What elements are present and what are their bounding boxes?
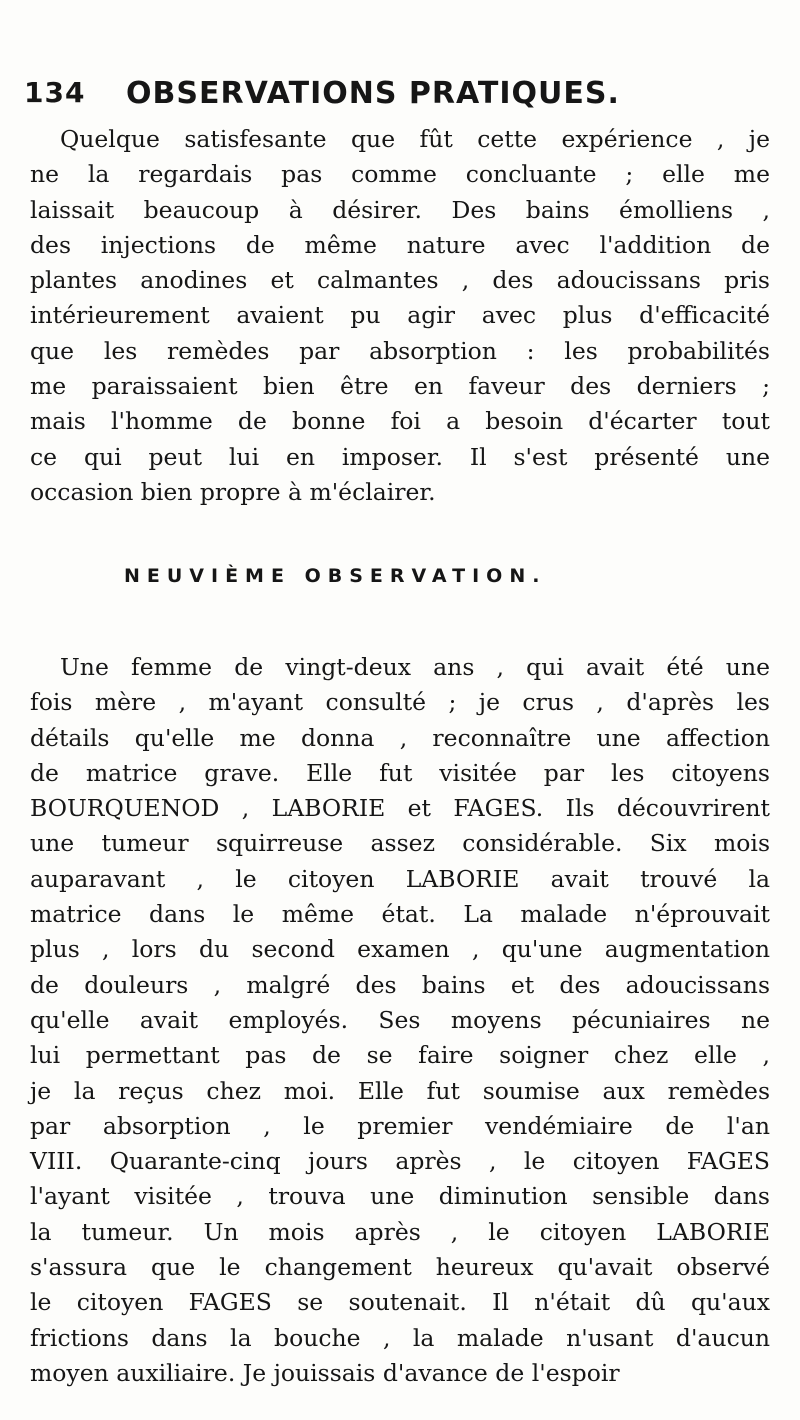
text-line: qu'elle avait employés. Ses moyens pécuniaires ne	[30, 1005, 770, 1034]
text-line: ne la regardais pas comme concluante ; elle me	[30, 160, 770, 189]
text-line: de douleurs , malgré des bains et des adoucissans	[30, 970, 770, 999]
paragraph-observation	[30, 650, 770, 1391]
text-line: mais l'homme de bonne foi a besoin d'écarter tout	[30, 407, 770, 436]
text-line: frictions dans la bouche , la malade n'usant d'aucun	[30, 1323, 770, 1352]
text-line: des injections de même nature avec l'addition de	[30, 230, 770, 259]
text-line: une tumeur squirreuse assez considérable. Six mois	[30, 829, 770, 858]
text-line: plus , lors du second examen , qu'une augmentation	[30, 935, 770, 964]
page-number: 134	[24, 76, 86, 109]
text-line: laissait beaucoup à désirer. Des bains émolliens ,	[30, 195, 770, 224]
text-line: de matrice grave. Elle fut visitée par les citoyens	[30, 758, 770, 787]
text-line: matrice dans le même état. La malade n'éprouvait	[30, 900, 770, 929]
text-line: détails qu'elle me donna , reconnaître une affection	[30, 723, 770, 752]
running-title: OBSERVATIONS PRATIQUES.	[126, 76, 620, 111]
paragraph-intro	[30, 122, 770, 510]
text-line: occasion bien propre à m'éclairer.	[30, 477, 436, 506]
text-line: fois mère , m'ayant consulté ; je crus , d'après les	[30, 688, 770, 717]
text-line: par absorption , le premier vendémiaire de l'an	[30, 1111, 770, 1140]
text-line: Une femme de vingt-deux ans , qui avait été une	[60, 653, 770, 681]
text-line: Quelque satisfesante que fût cette expérience , je	[60, 125, 770, 153]
text-line: intérieurement avaient pu agir avec plus d'efficacité	[30, 301, 770, 330]
text-line: s'assura que le changement heureux qu'avait observé	[30, 1253, 770, 1282]
text-line: auparavant , le citoyen LABORIE avait trouvé la	[30, 864, 770, 893]
text-line: je la reçus chez moi. Elle fut soumise aux remèdes	[30, 1076, 770, 1105]
text-line: plantes anodines et calmantes , des adoucissans pris	[30, 266, 770, 295]
running-head	[24, 70, 744, 120]
text-line: lui permettant pas de se faire soigner chez elle ,	[30, 1041, 770, 1070]
text-line: l'ayant visitée , trouva une diminution sensible dans	[30, 1182, 770, 1211]
text-line: VIII. Quarante-cinq jours après , le citoyen FAGES	[30, 1147, 770, 1176]
text-line: le citoyen FAGES se soutenait. Il n'était dû qu'aux	[30, 1288, 770, 1317]
text-line: me paraissaient bien être en faveur des derniers ;	[30, 372, 770, 401]
text-line: la tumeur. Un mois après , le citoyen LABORIE	[30, 1217, 770, 1246]
section-heading: NEUVIÈME OBSERVATION.	[124, 565, 547, 587]
text-line: ce qui peut lui en imposer. Il s'est présenté une	[30, 442, 770, 471]
text-line: BOURQUENOD , LABORIE et FAGES. Ils découvrirent	[30, 794, 770, 823]
text-line: que les remèdes par absorption : les probabilités	[30, 336, 770, 365]
text-line: moyen auxiliaire. Je jouissais d'avance de l'espoir	[30, 1358, 620, 1387]
